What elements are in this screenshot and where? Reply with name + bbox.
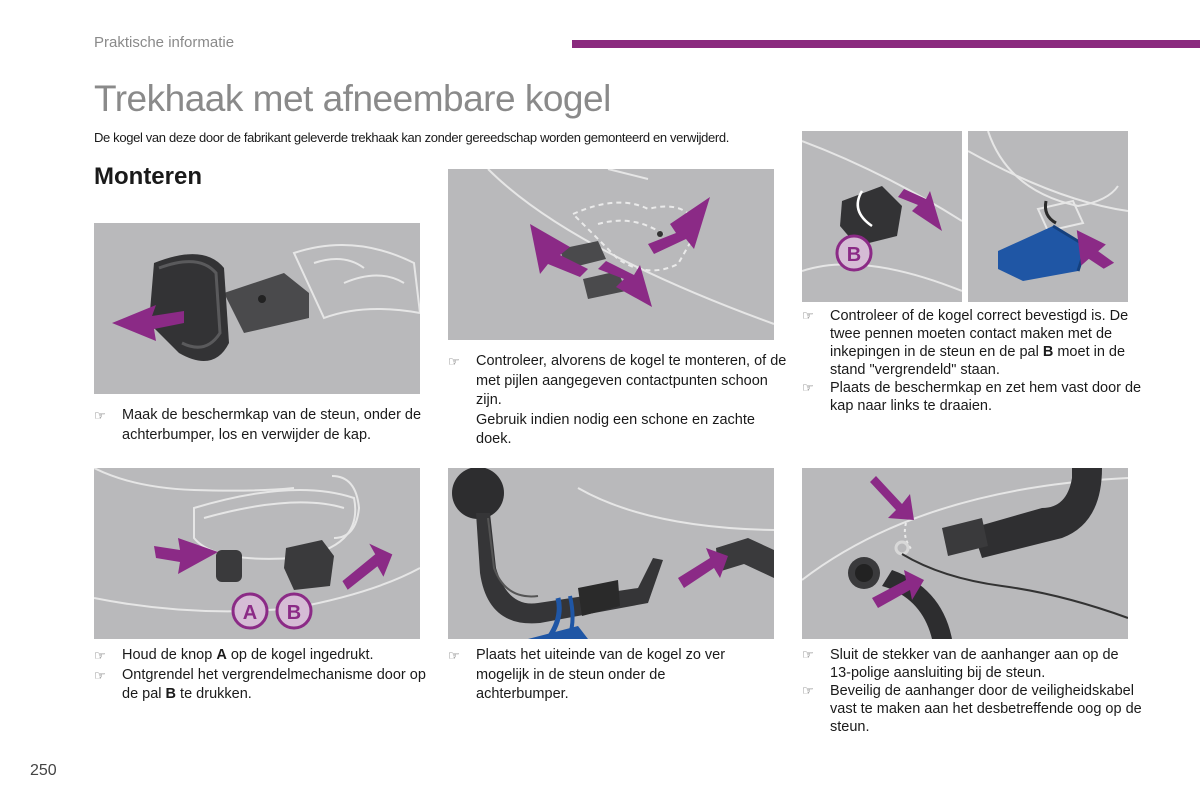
illustration-remove-cap (94, 223, 420, 394)
finger-pointer-icon: ☞ (802, 647, 814, 662)
finger-pointer-icon: ☞ (94, 648, 106, 663)
illustration-check-fit-left (802, 131, 962, 302)
step-text: Plaats het uiteinde van de kogel zo ver mogelijk in de steun onder de achterbumper. (476, 647, 726, 702)
illustration-check-fit-right (968, 131, 1128, 302)
step-text: Maak de beschermkap van de steun, onder de achterbumper, los en verwijder de kap. (122, 407, 422, 443)
step-text: Sluit de stekker van de aanhanger aan op de 13-polige aansluiting bij de steun. (830, 647, 1119, 681)
badge-b: B (846, 244, 862, 266)
illustration-connect-plug (802, 468, 1128, 639)
badge-a: A (242, 602, 258, 624)
step-text: Beveilig de aanhanger door de veiligheidskabel vast te maken aan het desbetreffende oog op de steun. (830, 683, 1142, 735)
section-heading: Monteren (94, 163, 202, 190)
step-remove-cap (94, 406, 434, 445)
label-b: B (1042, 344, 1054, 360)
finger-pointer-icon: ☞ (802, 380, 814, 395)
header-accent-bar (572, 40, 1200, 48)
illustration-insert-ball (448, 468, 774, 639)
finger-pointer-icon: ☞ (448, 354, 460, 369)
step-check-fit (802, 307, 1142, 379)
step-text: Houd de knop (122, 647, 217, 663)
step-text: op de kogel ingedrukt. (226, 647, 374, 663)
instructions-unlock (94, 646, 434, 705)
step-safety-cable (802, 682, 1142, 736)
label-a: A (216, 647, 227, 663)
instructions-check-fit (802, 307, 1142, 415)
step-connect-plug (802, 646, 1142, 682)
step-insert-ball (448, 646, 738, 705)
step-check-contacts (448, 352, 788, 450)
label-b: B (165, 686, 177, 702)
step-press-button (94, 646, 434, 666)
step-refit-cap (802, 379, 1142, 415)
step-text: Controleer, alvorens de kogel te monteren, of de met pijlen aangegeven contactpunten schoon zijn. (476, 353, 787, 408)
illustration-check-fit (802, 131, 1128, 302)
finger-pointer-icon: ☞ (802, 308, 814, 323)
step-release-lock (94, 666, 434, 705)
instructions-connect-plug (802, 646, 1142, 736)
instructions-contact-points (448, 352, 788, 450)
badge-b: B (286, 602, 302, 624)
intro-text: De kogel van deze door de fabrikant geleverde trekhaak kan zonder gereedschap worden gemonteerd en verwijderd. (94, 130, 730, 145)
step-text: Controleer of de kogel correct bevestigd is. De twee pennen moeten contact maken met de inkepingen in de steun en de pal (830, 308, 1129, 360)
instructions-insert-ball (448, 646, 738, 705)
section-label: Praktische informatie (94, 34, 235, 51)
step-text-note: Gebruik indien nodig een schone en zachte doek. (476, 411, 755, 447)
instructions-remove-cap (94, 406, 434, 445)
finger-pointer-icon: ☞ (448, 648, 460, 663)
finger-pointer-icon: ☞ (94, 667, 106, 683)
finger-pointer-icon: ☞ (802, 683, 814, 698)
step-text: te drukken. (176, 686, 252, 702)
illustration-unlock (94, 468, 420, 639)
illustration-contact-points (448, 169, 774, 340)
page-number: 250 (30, 762, 57, 779)
page-title: Trekhaak met afneembare kogel (94, 78, 611, 119)
step-text: moet in de stand "vergrendeld" staan. (830, 344, 1126, 378)
step-text: Ontgrendel het vergrendelmechanisme door op de pal (122, 666, 426, 702)
step-text: Plaats de beschermkap en zet hem vast door de kap naar links te draaien. (830, 380, 1142, 414)
finger-pointer-icon: ☞ (94, 408, 106, 423)
